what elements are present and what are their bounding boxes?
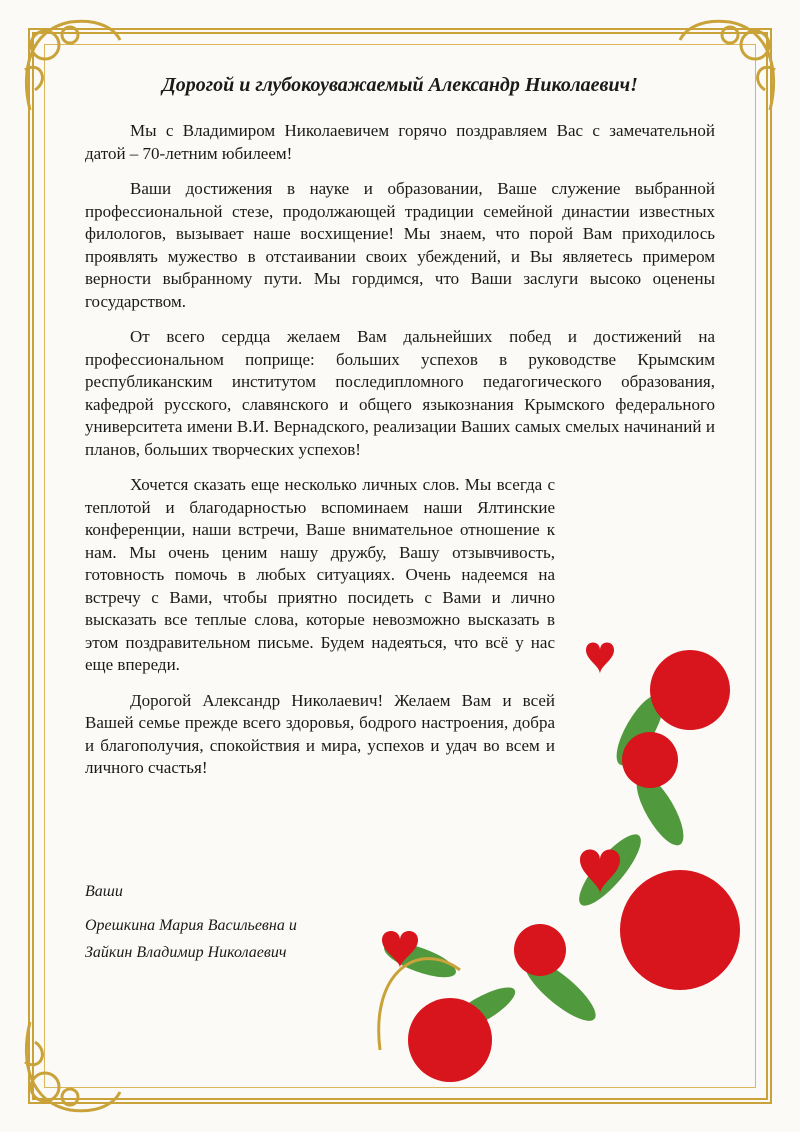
signatory: Орешкина Мария Васильевна и: [85, 917, 297, 934]
paragraph: Ваши достижения в науке и образовании, Ваше служение выбранной профессиональной стезе, продолжающей традиции семейной династии известных филологов, вызывает наше восхищение! Мы знаем, что порой Вам приходилось проявлять мужество в отстаивании своих убеждений, и Вы являетесь примером верности выбранному пути. Мы гордимся, что Ваши заслуги высоко оценены государством.: [85, 179, 715, 311]
roses-decoration-icon: [360, 610, 780, 1110]
paragraph: Хочется сказать еще несколько личных слов. Мы всегда с теплотой и благодарностью вспоминаем наши Ялтинские конференции, наши встречи, Ваше внимательное отношение к нам. Мы очень ценим нашу дружбу, Вашу отзывчивость, готовность помочь в любых ситуациях. Очень надеемся на встречу с Вами, чтобы приятно посидеть с Вами и лично высказать все теплые слова, которые невозможно высказать в этом поздравительном письме. Будем надеяться, что всё у нас еще впереди.: [85, 475, 555, 674]
paragraph: Мы с Владимиром Николаевичем горячо поздравляем Вас с замечательной датой – 70-летним юбилеем!: [85, 121, 715, 163]
signatures: [85, 912, 297, 966]
paragraph: От всего сердца желаем Вам дальнейших побед и достижений на профессиональном поприще: больших успехов в руководстве Крымским республиканским институтом последипломного педагогического образования, кафедрой русского, славянского и общего языкознания Крымского федерального университета имени В.И. Вернадского, реализации Ваших самых смелых начинаний и планов, больших творческих успехов!: [85, 327, 715, 459]
corner-ornament-icon: [10, 10, 130, 130]
signatory: Зайкин Владимир Николаевич: [85, 944, 287, 961]
corner-ornament-icon: [10, 1002, 130, 1122]
corner-ornament-icon: [670, 10, 790, 130]
closing: Ваши: [85, 883, 123, 900]
paragraph: Дорогой Александр Николаевич! Желаем Вам и всей Вашей семье прежде всего здоровья, бодрого настроения, добра и благополучия, спокойствия и мира, успехов и удач во всем и личного счастья!: [85, 690, 555, 777]
letter-heading: Дорогой и глубокоуважаемый Александр Николаевич!: [162, 74, 638, 96]
